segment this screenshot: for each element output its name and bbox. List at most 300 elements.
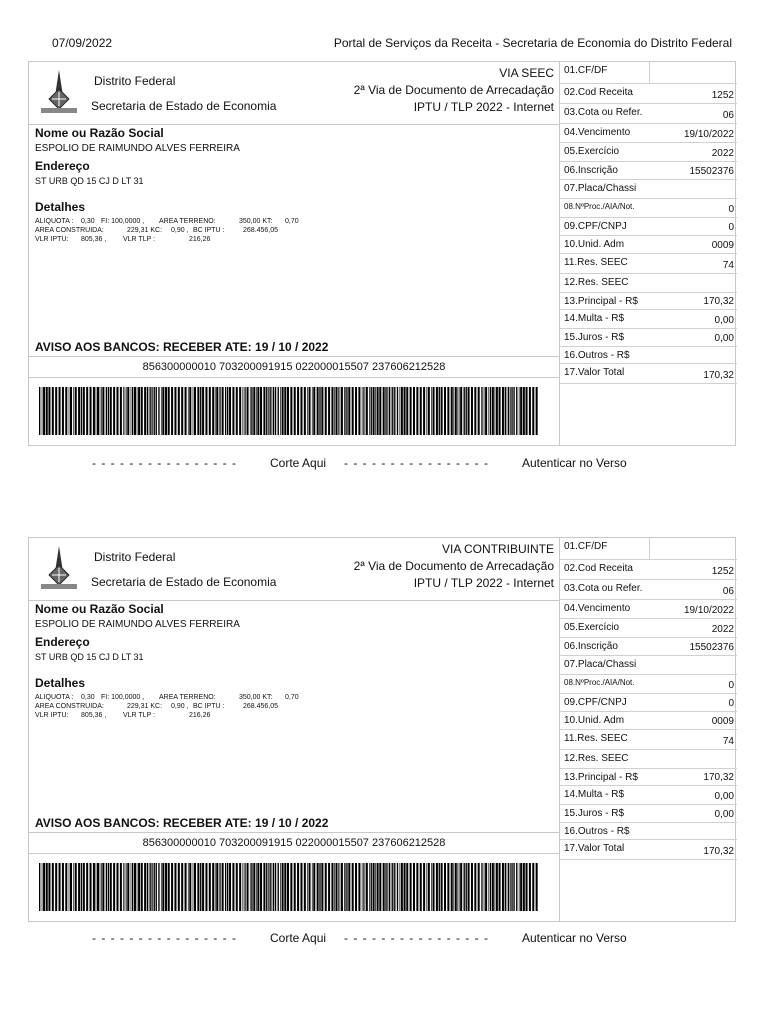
cut-dashes: - - - - - - - - - - - - - - - - xyxy=(92,456,237,470)
field-value: 0009 xyxy=(711,716,734,727)
barcode-bar xyxy=(334,863,335,911)
barcode-bar xyxy=(495,863,496,911)
barcode-bar xyxy=(505,387,506,435)
field-value: 74 xyxy=(722,260,734,271)
barcode-bar xyxy=(520,863,522,911)
fields-panel xyxy=(559,538,737,921)
barcode-bar xyxy=(340,387,341,435)
barcode-bar xyxy=(364,387,365,435)
barcode-bar xyxy=(120,863,122,911)
barcode-bar xyxy=(397,863,398,911)
barcode-bar xyxy=(48,387,50,435)
field-divider xyxy=(649,62,650,83)
field-value: 19/10/2022 xyxy=(683,129,734,140)
barcode-bar xyxy=(220,863,221,911)
barcode-bar xyxy=(263,387,265,435)
barcode-bar xyxy=(406,387,408,435)
barcode-bar xyxy=(278,387,279,435)
barcode-bar xyxy=(123,387,124,435)
field-label: 11.Res. SEEC xyxy=(564,733,628,744)
field-label: 10.Unid. Adm xyxy=(564,715,625,726)
barcode-bar xyxy=(400,863,401,911)
barcode-bar xyxy=(86,863,88,911)
barcode-bar xyxy=(416,387,418,435)
barcode-bar xyxy=(317,863,319,911)
barcode-bar xyxy=(466,387,467,435)
barcode-bar xyxy=(307,863,308,911)
barcode-bar xyxy=(455,387,457,435)
barcode-bar xyxy=(484,863,485,911)
df-emblem-icon xyxy=(37,544,81,592)
barcode-bar xyxy=(102,863,104,911)
field-label: 15.Juros - R$ xyxy=(564,332,625,343)
barcode-bar xyxy=(100,387,101,435)
field-row xyxy=(560,538,737,560)
barcode-bar xyxy=(294,387,296,435)
barcode-bar xyxy=(202,387,204,435)
barcode-bar xyxy=(93,387,95,435)
field-row xyxy=(560,218,737,236)
field-value: 0009 xyxy=(711,240,734,251)
barcode-bar xyxy=(188,387,189,435)
field-value: 0,00 xyxy=(714,333,734,344)
barcode-bar xyxy=(392,863,393,911)
barcode-bar xyxy=(144,387,146,435)
barcode-bar xyxy=(273,863,274,911)
name-label: Nome ou Razão Social xyxy=(35,126,164,140)
payment-slip-seec xyxy=(28,61,736,446)
barcode-bar xyxy=(108,387,109,435)
tribute-label: IPTU / TLP 2022 - Internet xyxy=(413,100,554,114)
barcode-bar xyxy=(355,387,357,435)
barcode-bar xyxy=(244,863,245,911)
barcode-bar xyxy=(250,863,251,911)
barcode-bar xyxy=(513,863,514,911)
barcode-bar xyxy=(132,387,133,435)
barcode-bar xyxy=(132,863,133,911)
field-row xyxy=(560,364,737,384)
barcode-bar xyxy=(519,863,520,911)
barcode-bar xyxy=(189,863,191,911)
field-value: 0 xyxy=(728,680,734,691)
barcode-bar xyxy=(253,387,255,435)
field-row xyxy=(560,712,737,730)
df-emblem-icon xyxy=(37,68,81,116)
barcode-bar xyxy=(189,387,191,435)
barcode-bar xyxy=(358,387,360,435)
field-row xyxy=(560,840,737,860)
bank-notice: AVISO AOS BANCOS: RECEBER ATE: 19 / 10 / 2022 xyxy=(35,340,329,354)
barcode-bar xyxy=(536,387,538,435)
field-label: 06.Inscrição xyxy=(564,641,618,652)
barcode-bar xyxy=(273,387,274,435)
barcode-bar xyxy=(529,863,531,911)
field-label: 05.Exercício xyxy=(564,146,620,157)
barcode-bar xyxy=(138,863,140,911)
barcode-bar xyxy=(284,387,286,435)
barcode-bar xyxy=(97,863,99,911)
barcode-bar xyxy=(471,387,473,435)
barcode-bar xyxy=(127,387,129,435)
barcode-bar xyxy=(341,863,343,911)
barcode-bar xyxy=(428,863,430,911)
barcode-bar xyxy=(297,387,299,435)
field-label: 17.Valor Total xyxy=(564,367,625,378)
barcode-bar xyxy=(369,387,370,435)
barcode-bar xyxy=(158,387,159,435)
barcode-bar xyxy=(205,387,207,435)
field-row xyxy=(560,600,737,619)
barcode-bar xyxy=(75,863,77,911)
barcode-bar xyxy=(328,863,330,911)
barcode-bar xyxy=(523,863,525,911)
barcode-bar xyxy=(410,387,412,435)
field-label: 07.Placa/Chassi xyxy=(564,183,637,194)
field-value: 15502376 xyxy=(689,166,734,177)
barcode-bar xyxy=(383,387,385,435)
barcode-bar xyxy=(110,387,112,435)
barcode-bar xyxy=(144,863,146,911)
barcode-bar xyxy=(243,863,244,911)
barcode-bar xyxy=(474,863,476,911)
field-value: 0,00 xyxy=(714,809,734,820)
field-label: 16.Outros - R$ xyxy=(564,350,630,361)
barcode-bar xyxy=(263,863,265,911)
barcode-bar xyxy=(126,863,127,911)
barcode-bar xyxy=(116,863,118,911)
barcode-bar xyxy=(225,387,226,435)
barcode-bar xyxy=(319,863,320,911)
barcode-bar xyxy=(457,863,458,911)
barcode-bar xyxy=(193,387,194,435)
field-value: 170,32 xyxy=(703,296,734,307)
cut-dashes: - - - - - - - - - - - - - - - - xyxy=(344,931,489,945)
barcode-bar xyxy=(482,863,483,911)
field-label: 12.Res. SEEC xyxy=(564,277,629,288)
field-label: 04.Vencimento xyxy=(564,127,631,138)
field-divider xyxy=(649,538,650,559)
barcode-bar xyxy=(70,863,72,911)
details-block xyxy=(35,693,299,720)
barcode-bar xyxy=(150,863,151,911)
barcode-bar xyxy=(331,863,333,911)
field-row xyxy=(560,254,737,274)
field-value: 2022 xyxy=(711,624,734,635)
barcode-bar xyxy=(46,387,48,435)
barcode-bar xyxy=(162,863,164,911)
barcode-bar xyxy=(526,387,528,435)
barcode-bar xyxy=(239,387,241,435)
barcode-bar xyxy=(523,387,525,435)
barcode-bar xyxy=(158,863,159,911)
barcode-bar xyxy=(481,863,482,911)
barcode-bar xyxy=(536,863,538,911)
barcode-bar xyxy=(502,863,504,911)
taxpayer-address: ST URB QD 15 CJ D LT 31 xyxy=(35,652,144,662)
barcode-bar xyxy=(379,387,381,435)
barcode-bar xyxy=(444,387,446,435)
field-label: 08.NºProc./AIA/Not. xyxy=(564,202,635,211)
barcode-bar xyxy=(321,387,323,435)
barcode-bar xyxy=(406,863,408,911)
barcode-bar xyxy=(392,387,393,435)
barcode-bar xyxy=(219,863,220,911)
barcode-bar xyxy=(348,863,350,911)
barcode-bar xyxy=(307,387,308,435)
barcode-bar xyxy=(508,387,509,435)
field-label: 04.Vencimento xyxy=(564,603,631,614)
barcode-bar xyxy=(55,863,57,911)
barcode-bar xyxy=(319,387,320,435)
barcode-bar xyxy=(174,863,176,911)
barcode-bar xyxy=(65,387,67,435)
barcode-bar xyxy=(496,387,498,435)
field-label: 03.Cota ou Refer. xyxy=(564,583,643,594)
barcode-bar xyxy=(304,387,306,435)
field-row xyxy=(560,84,737,104)
barcode-bar xyxy=(304,863,306,911)
field-row xyxy=(560,143,737,162)
barcode-bar xyxy=(495,387,496,435)
barcode-bar xyxy=(363,863,364,911)
barcode-bar xyxy=(363,387,364,435)
field-row xyxy=(560,124,737,143)
barcode-bar xyxy=(436,387,438,435)
barcode-bar xyxy=(275,387,276,435)
cut-line xyxy=(0,931,768,947)
barcode-bar xyxy=(154,387,155,435)
field-value: 0,00 xyxy=(714,791,734,802)
barcode-bar xyxy=(268,387,269,435)
barcode-bar xyxy=(48,863,50,911)
barcode-bar xyxy=(474,387,476,435)
barcode-bar xyxy=(229,863,231,911)
barcode-bar xyxy=(331,387,333,435)
barcode-bar xyxy=(490,387,491,435)
barcode-bar xyxy=(484,387,485,435)
barcode-bar xyxy=(101,863,102,911)
barcode-bar xyxy=(364,863,365,911)
barcode-bar xyxy=(284,863,286,911)
field-label: 02.Cod Receita xyxy=(564,87,633,98)
field-row xyxy=(560,805,737,823)
barcode-bar xyxy=(482,387,483,435)
barcode-bar xyxy=(433,387,435,435)
barcode-bar xyxy=(271,387,272,435)
field-label: 02.Cod Receita xyxy=(564,563,633,574)
details-label: Detalhes xyxy=(35,676,86,690)
barcode-bar xyxy=(131,387,132,435)
barcode-bar xyxy=(134,863,136,911)
barcode-bar xyxy=(257,387,259,435)
barcode-bar xyxy=(149,863,150,911)
barcode-bar xyxy=(499,863,501,911)
barcode-bar xyxy=(86,387,88,435)
barcode-bar xyxy=(460,387,462,435)
barcode-bar xyxy=(212,863,214,911)
barcode-bar xyxy=(215,863,216,911)
field-value: 15502376 xyxy=(689,642,734,653)
field-label: 07.Placa/Chassi xyxy=(564,659,637,670)
barcode-bar xyxy=(391,387,392,435)
barcode-bar xyxy=(125,863,126,911)
barcode-bar xyxy=(389,387,390,435)
slip-main xyxy=(29,538,559,921)
barcode-bar xyxy=(441,863,443,911)
barcode-bar xyxy=(225,863,226,911)
barcode-bar xyxy=(529,387,531,435)
barcode-bar xyxy=(137,387,138,435)
barcode-bar xyxy=(243,387,244,435)
barcode xyxy=(39,863,539,911)
barcode-bar xyxy=(338,387,339,435)
barcode-bar xyxy=(168,863,170,911)
barcode-bar xyxy=(141,863,143,911)
barcode-bar xyxy=(328,387,330,435)
barcode-bar xyxy=(193,863,194,911)
barcode-bar xyxy=(287,863,289,911)
barcode-bar xyxy=(344,863,345,911)
field-row xyxy=(560,329,737,347)
field-row xyxy=(560,786,737,805)
org-secretariat: Secretaria de Estado de Economia xyxy=(91,99,277,113)
barcode-bar xyxy=(488,863,489,911)
barcode-bar xyxy=(110,863,112,911)
barcode-bar xyxy=(426,387,427,435)
barcode-bar xyxy=(394,387,395,435)
barcode-bar xyxy=(410,863,412,911)
address-label: Endereço xyxy=(35,159,90,173)
barcode-bar xyxy=(194,387,196,435)
barcode-bar xyxy=(507,387,508,435)
barcode-bar xyxy=(150,387,151,435)
field-row xyxy=(560,347,737,364)
barcode-bar xyxy=(161,387,162,435)
barcode-bar xyxy=(453,387,454,435)
cut-dashes: - - - - - - - - - - - - - - - - xyxy=(92,931,237,945)
barcode-bar xyxy=(209,863,211,911)
barcode-bar xyxy=(468,863,470,911)
details-row: ALIQUOTA : 0,30 FI: 100,0000 , AREA TERRENO: 350,00 KT: 0,70 xyxy=(35,694,299,701)
barcode-bar xyxy=(269,863,270,911)
barcode-bar xyxy=(271,863,272,911)
field-value: 0 xyxy=(728,698,734,709)
digitable-line: 856300000010 703200091915 022000015507 237606212528 xyxy=(29,832,559,854)
details-row: VLR IPTU: 805,36 , VLR TLP : 216,26 xyxy=(35,712,211,719)
slip-header xyxy=(29,62,559,125)
barcode-bar xyxy=(113,863,115,911)
barcode-bar xyxy=(451,387,453,435)
taxpayer-name: ESPOLIO DE RAIMUNDO ALVES FERREIRA xyxy=(35,143,240,154)
barcode-bar xyxy=(485,863,487,911)
second-copy-label: 2ª Via de Documento de Arrecadação xyxy=(353,83,554,97)
barcode-bar xyxy=(420,387,422,435)
barcode-bar xyxy=(46,863,48,911)
auth-label: Autenticar no Verso xyxy=(522,456,627,470)
cut-line xyxy=(0,456,768,472)
barcode-bar xyxy=(355,863,357,911)
barcode-bar xyxy=(141,387,143,435)
barcode-bar xyxy=(502,387,504,435)
barcode-bar xyxy=(335,387,337,435)
field-row xyxy=(560,675,737,694)
field-value: 19/10/2022 xyxy=(683,605,734,616)
barcode-bar xyxy=(507,863,508,911)
barcode-bar xyxy=(181,863,183,911)
barcode-bar xyxy=(152,387,153,435)
taxpayer-name: ESPOLIO DE RAIMUNDO ALVES FERREIRA xyxy=(35,619,240,630)
barcode-bar xyxy=(245,387,246,435)
barcode-bar xyxy=(334,387,335,435)
barcode-bar xyxy=(78,387,80,435)
field-value: 0 xyxy=(728,222,734,233)
barcode-bar xyxy=(460,863,462,911)
barcode-bar xyxy=(401,387,403,435)
barcode-bar xyxy=(168,387,170,435)
barcode-bar xyxy=(532,863,534,911)
barcode-bar xyxy=(222,387,224,435)
barcode-bar xyxy=(147,863,148,911)
barcode-bar xyxy=(352,863,354,911)
details-row: AREA CONSTRUIDA: 229,31 KC: 0,90 , BC IPTU : 268.456,05 xyxy=(35,703,279,710)
barcode-bar xyxy=(510,387,511,435)
barcode-bar xyxy=(232,863,234,911)
field-label: 14.Multa - R$ xyxy=(564,789,625,800)
barcode-bar xyxy=(282,863,284,911)
field-row xyxy=(560,730,737,750)
barcode-bar xyxy=(65,863,67,911)
field-label: 13.Principal - R$ xyxy=(564,296,638,307)
field-row xyxy=(560,694,737,712)
barcode-bar xyxy=(137,863,138,911)
field-label: 11.Res. SEEC xyxy=(564,257,628,268)
barcode-bar xyxy=(43,387,45,435)
barcode-bar xyxy=(62,387,64,435)
org-district: Distrito Federal xyxy=(94,74,176,88)
field-label: 06.Inscrição xyxy=(564,165,618,176)
barcode-bar xyxy=(453,863,454,911)
barcode-bar xyxy=(516,387,517,435)
barcode-bar xyxy=(244,387,245,435)
barcode-bar xyxy=(162,387,164,435)
barcode-bar xyxy=(313,387,315,435)
field-label: 03.Cota ou Refer. xyxy=(564,107,643,118)
tribute-label: IPTU / TLP 2022 - Internet xyxy=(413,576,554,590)
barcode-bar xyxy=(490,863,491,911)
field-row xyxy=(560,769,737,786)
field-label: 17.Valor Total xyxy=(564,843,625,854)
barcode-bar xyxy=(81,863,82,911)
barcode-bar xyxy=(282,387,284,435)
barcode-bar xyxy=(485,387,487,435)
field-label: 09.CPF/CNPJ xyxy=(564,697,627,708)
barcode-bar xyxy=(294,863,296,911)
barcode-bar xyxy=(90,863,92,911)
barcode-bar xyxy=(268,863,269,911)
barcode-bar xyxy=(375,863,376,911)
field-row xyxy=(560,162,737,180)
field-row xyxy=(560,580,737,600)
barcode-bar xyxy=(269,387,270,435)
barcode-bar xyxy=(366,387,368,435)
barcode-bar xyxy=(260,387,262,435)
barcode-bar xyxy=(464,387,465,435)
barcode-bar xyxy=(519,387,520,435)
barcode-bar xyxy=(275,863,276,911)
barcode-bar xyxy=(247,387,249,435)
barcode-bar xyxy=(152,863,153,911)
barcode-bar xyxy=(96,863,97,911)
